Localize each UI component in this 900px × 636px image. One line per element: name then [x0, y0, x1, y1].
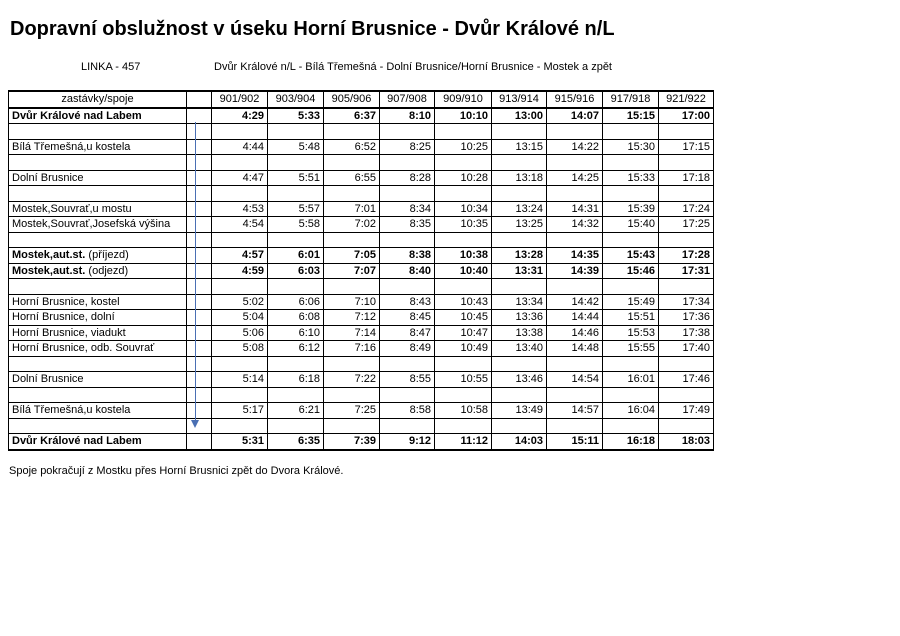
- stop-name: Bílá Třemešná,u kostela: [12, 404, 131, 417]
- time-cell: 18:03: [659, 434, 714, 450]
- time-cell: [212, 124, 268, 140]
- time-cell: 6:55: [324, 170, 380, 186]
- time-cell: [268, 356, 324, 372]
- time-cell: [547, 356, 603, 372]
- time-cell: 15:49: [603, 294, 659, 310]
- time-cell: [380, 279, 435, 295]
- time-cell: [435, 155, 492, 171]
- time-cell: 15:43: [603, 248, 659, 264]
- time-cell: [547, 186, 603, 202]
- time-cell: 15:15: [603, 108, 659, 124]
- time-cell: 5:14: [212, 372, 268, 388]
- table-row: [9, 155, 714, 171]
- table-row: [9, 232, 714, 248]
- time-cell: 5:33: [268, 108, 324, 124]
- time-cell: 5:06: [212, 325, 268, 341]
- time-cell: 7:22: [324, 372, 380, 388]
- time-cell: 8:45: [380, 310, 435, 326]
- time-cell: 17:18: [659, 170, 714, 186]
- time-cell: [492, 387, 547, 403]
- time-cell: 17:40: [659, 341, 714, 357]
- time-cell: [659, 186, 714, 202]
- stop-name-cell: [9, 186, 187, 202]
- table-row: [9, 403, 714, 419]
- time-cell: 14:57: [547, 403, 603, 419]
- time-cell: [212, 418, 268, 434]
- direction-arrow-line: [195, 122, 196, 420]
- time-cell: 16:18: [603, 434, 659, 450]
- time-cell: 5:31: [212, 434, 268, 450]
- time-cell: 7:16: [324, 341, 380, 357]
- route-description: Dvůr Králové n/L - Bílá Třemešná - Dolní Brusnice/Horní Brusnice - Mostek a zpět: [214, 61, 612, 73]
- time-cell: 15:40: [603, 217, 659, 233]
- stop-name: Horní Brusnice, dolní: [12, 311, 115, 324]
- stop-name: Dvůr Králové nad Labem: [12, 109, 142, 122]
- time-cell: 17:24: [659, 201, 714, 217]
- time-cell: 5:04: [212, 310, 268, 326]
- time-cell: [324, 232, 380, 248]
- arrow-cell: [187, 232, 212, 248]
- arrow-cell: [187, 356, 212, 372]
- time-cell: 14:35: [547, 248, 603, 264]
- time-cell: [212, 232, 268, 248]
- time-cell: [212, 186, 268, 202]
- arrow-cell: [187, 155, 212, 171]
- time-cell: 8:34: [380, 201, 435, 217]
- time-cell: 10:34: [435, 201, 492, 217]
- time-cell: 10:10: [435, 108, 492, 124]
- time-cell: [268, 155, 324, 171]
- table-row: [9, 418, 714, 434]
- time-cell: 14:42: [547, 294, 603, 310]
- arrow-cell: [187, 279, 212, 295]
- time-cell: [212, 387, 268, 403]
- time-cell: [492, 356, 547, 372]
- timetable: [8, 90, 714, 451]
- time-cell: 4:59: [212, 263, 268, 279]
- time-cell: 15:39: [603, 201, 659, 217]
- stop-name-cell: [9, 341, 187, 357]
- time-cell: [324, 356, 380, 372]
- arrow-cell: [187, 124, 212, 140]
- time-cell: 6:01: [268, 248, 324, 264]
- table-row: [9, 108, 714, 124]
- stop-name: Mostek,Souvrať,Josefská výšina: [12, 218, 171, 231]
- arrow-cell: [187, 186, 212, 202]
- time-cell: [547, 232, 603, 248]
- stop-name-cell: [9, 124, 187, 140]
- connection-header: 907/908: [380, 91, 435, 108]
- time-cell: 7:10: [324, 294, 380, 310]
- time-cell: 5:58: [268, 217, 324, 233]
- time-cell: [435, 418, 492, 434]
- time-cell: 6:37: [324, 108, 380, 124]
- time-cell: [380, 155, 435, 171]
- time-cell: [324, 155, 380, 171]
- time-cell: [603, 356, 659, 372]
- time-cell: 6:08: [268, 310, 324, 326]
- time-cell: 15:51: [603, 310, 659, 326]
- time-cell: 8:25: [380, 139, 435, 155]
- time-cell: [659, 155, 714, 171]
- stop-name: Horní Brusnice, viadukt: [12, 326, 126, 339]
- time-cell: 17:38: [659, 325, 714, 341]
- time-cell: 15:55: [603, 341, 659, 357]
- time-cell: 14:46: [547, 325, 603, 341]
- time-cell: 8:55: [380, 372, 435, 388]
- down-arrow-icon: [191, 420, 199, 428]
- time-cell: [324, 387, 380, 403]
- time-cell: 8:49: [380, 341, 435, 357]
- time-cell: 9:12: [380, 434, 435, 450]
- time-cell: [492, 124, 547, 140]
- time-cell: 13:24: [492, 201, 547, 217]
- time-cell: 8:43: [380, 294, 435, 310]
- time-cell: [547, 124, 603, 140]
- arrow-cell: [187, 434, 212, 450]
- stop-name-cell: [9, 387, 187, 403]
- arrow-cell: [187, 325, 212, 341]
- time-cell: 13:49: [492, 403, 547, 419]
- time-cell: 8:47: [380, 325, 435, 341]
- stop-name-cell: [9, 263, 187, 279]
- time-cell: 16:01: [603, 372, 659, 388]
- table-row: [9, 279, 714, 295]
- time-cell: 13:31: [492, 263, 547, 279]
- table-row: [9, 294, 714, 310]
- stop-name-cell: [9, 310, 187, 326]
- connection-header: 915/916: [547, 91, 603, 108]
- time-cell: [380, 124, 435, 140]
- stop-name: Bílá Třemešná,u kostela: [12, 140, 131, 153]
- time-cell: 13:38: [492, 325, 547, 341]
- table-row: [9, 201, 714, 217]
- time-cell: [268, 418, 324, 434]
- time-cell: 14:44: [547, 310, 603, 326]
- table-row: [9, 341, 714, 357]
- time-cell: 14:48: [547, 341, 603, 357]
- connection-header: 901/902: [212, 91, 268, 108]
- stop-name-cell: [9, 170, 187, 186]
- time-cell: 5:57: [268, 201, 324, 217]
- time-cell: [268, 186, 324, 202]
- time-cell: 7:05: [324, 248, 380, 264]
- time-cell: 8:40: [380, 263, 435, 279]
- time-cell: 17:46: [659, 372, 714, 388]
- table-row: [9, 434, 714, 450]
- table-header-row: [9, 91, 714, 108]
- time-cell: [492, 279, 547, 295]
- stop-name: Horní Brusnice, odb. Souvrať: [12, 342, 155, 355]
- time-cell: 10:47: [435, 325, 492, 341]
- time-cell: 6:52: [324, 139, 380, 155]
- time-cell: 10:28: [435, 170, 492, 186]
- time-cell: [492, 418, 547, 434]
- time-cell: 7:12: [324, 310, 380, 326]
- time-cell: [659, 387, 714, 403]
- time-cell: 14:54: [547, 372, 603, 388]
- header-arrow-cell: [187, 91, 212, 108]
- time-cell: [435, 387, 492, 403]
- time-cell: [435, 124, 492, 140]
- time-cell: 14:22: [547, 139, 603, 155]
- stop-name: Dolní Brusnice: [12, 171, 84, 184]
- time-cell: 4:29: [212, 108, 268, 124]
- time-cell: [435, 232, 492, 248]
- time-cell: 13:25: [492, 217, 547, 233]
- stop-name-cell: [9, 403, 187, 419]
- stop-name-cell: [9, 108, 187, 124]
- time-cell: 7:02: [324, 217, 380, 233]
- time-cell: [603, 418, 659, 434]
- time-cell: 6:06: [268, 294, 324, 310]
- time-cell: [603, 279, 659, 295]
- arrow-cell: [187, 201, 212, 217]
- connection-header: 917/918: [603, 91, 659, 108]
- time-cell: [435, 186, 492, 202]
- time-cell: 6:18: [268, 372, 324, 388]
- table-row: [9, 139, 714, 155]
- time-cell: 6:10: [268, 325, 324, 341]
- time-cell: 13:00: [492, 108, 547, 124]
- stop-name: Mostek,aut.st.: [12, 249, 86, 262]
- time-cell: 4:57: [212, 248, 268, 264]
- stop-suffix: (odjezd): [85, 264, 129, 277]
- time-cell: 6:03: [268, 263, 324, 279]
- table-row: [9, 248, 714, 264]
- table-row: [9, 186, 714, 202]
- time-cell: 10:25: [435, 139, 492, 155]
- connection-header: 909/910: [435, 91, 492, 108]
- page-title: Dopravní obslužnost v úseku Horní Brusnice - Dvůr Králové n/L: [10, 18, 615, 40]
- time-cell: 13:40: [492, 341, 547, 357]
- time-cell: [603, 186, 659, 202]
- time-cell: [380, 232, 435, 248]
- line-number-label: LINKA - 457: [81, 61, 141, 73]
- time-cell: 5:51: [268, 170, 324, 186]
- time-cell: 8:58: [380, 403, 435, 419]
- time-cell: [324, 279, 380, 295]
- table-row: [9, 217, 714, 233]
- stop-suffix: (příjezd): [85, 249, 129, 262]
- time-cell: [380, 387, 435, 403]
- connection-header: 905/906: [324, 91, 380, 108]
- time-cell: 4:54: [212, 217, 268, 233]
- stop-name-cell: [9, 248, 187, 264]
- time-cell: 6:21: [268, 403, 324, 419]
- stop-name-cell: [9, 139, 187, 155]
- table-row: [9, 356, 714, 372]
- arrow-cell: [187, 310, 212, 326]
- time-cell: 5:08: [212, 341, 268, 357]
- time-cell: 13:36: [492, 310, 547, 326]
- connection-header: 903/904: [268, 91, 324, 108]
- arrow-cell: [187, 403, 212, 419]
- time-cell: 10:49: [435, 341, 492, 357]
- time-cell: 7:25: [324, 403, 380, 419]
- time-cell: [659, 279, 714, 295]
- time-cell: [603, 124, 659, 140]
- time-cell: 10:43: [435, 294, 492, 310]
- stop-name-cell: [9, 155, 187, 171]
- arrow-cell: [187, 294, 212, 310]
- time-cell: [603, 155, 659, 171]
- time-cell: 17:25: [659, 217, 714, 233]
- time-cell: 15:53: [603, 325, 659, 341]
- time-cell: [380, 418, 435, 434]
- time-cell: 4:44: [212, 139, 268, 155]
- table-row: [9, 263, 714, 279]
- time-cell: 13:34: [492, 294, 547, 310]
- time-cell: [268, 232, 324, 248]
- stop-name-cell: [9, 325, 187, 341]
- time-cell: [435, 356, 492, 372]
- arrow-cell: [187, 170, 212, 186]
- time-cell: 14:32: [547, 217, 603, 233]
- time-cell: 8:10: [380, 108, 435, 124]
- time-cell: 7:01: [324, 201, 380, 217]
- time-cell: [268, 279, 324, 295]
- time-cell: 14:25: [547, 170, 603, 186]
- time-cell: [492, 155, 547, 171]
- arrow-cell: [187, 248, 212, 264]
- time-cell: 17:36: [659, 310, 714, 326]
- time-cell: 10:58: [435, 403, 492, 419]
- arrow-cell: [187, 217, 212, 233]
- time-cell: [659, 124, 714, 140]
- time-cell: 11:12: [435, 434, 492, 450]
- time-cell: 8:35: [380, 217, 435, 233]
- time-cell: [268, 387, 324, 403]
- stop-name: Dvůr Králové nad Labem: [12, 435, 142, 448]
- time-cell: 5:48: [268, 139, 324, 155]
- table-row: [9, 310, 714, 326]
- time-cell: 16:04: [603, 403, 659, 419]
- time-cell: 14:39: [547, 263, 603, 279]
- time-cell: 14:07: [547, 108, 603, 124]
- stop-name-cell: [9, 279, 187, 295]
- time-cell: 5:17: [212, 403, 268, 419]
- arrow-cell: [187, 387, 212, 403]
- stop-name-cell: [9, 217, 187, 233]
- time-cell: 13:15: [492, 139, 547, 155]
- time-cell: [268, 124, 324, 140]
- time-cell: 17:49: [659, 403, 714, 419]
- stop-name-cell: [9, 418, 187, 434]
- time-cell: 4:53: [212, 201, 268, 217]
- time-cell: 7:14: [324, 325, 380, 341]
- time-cell: [603, 232, 659, 248]
- time-cell: 13:46: [492, 372, 547, 388]
- time-cell: 7:07: [324, 263, 380, 279]
- stop-name-cell: [9, 434, 187, 450]
- time-cell: 4:47: [212, 170, 268, 186]
- time-cell: [324, 418, 380, 434]
- time-cell: 17:31: [659, 263, 714, 279]
- time-cell: 15:46: [603, 263, 659, 279]
- table-row: [9, 170, 714, 186]
- time-cell: [380, 356, 435, 372]
- arrow-cell: [187, 139, 212, 155]
- time-cell: [547, 418, 603, 434]
- time-cell: [435, 279, 492, 295]
- time-cell: 10:35: [435, 217, 492, 233]
- stop-name: Horní Brusnice, kostel: [12, 295, 120, 308]
- time-cell: 15:11: [547, 434, 603, 450]
- time-cell: [212, 356, 268, 372]
- time-cell: 10:38: [435, 248, 492, 264]
- time-cell: 14:03: [492, 434, 547, 450]
- time-cell: [212, 279, 268, 295]
- time-cell: [492, 186, 547, 202]
- footnote: Spoje pokračují z Mostku přes Horní Brusnici zpět do Dvora Králové.: [9, 465, 344, 477]
- header-stop-label: zastávky/spoje: [9, 91, 187, 108]
- stop-name-cell: [9, 356, 187, 372]
- time-cell: [324, 124, 380, 140]
- time-cell: [324, 186, 380, 202]
- table-row: [9, 124, 714, 140]
- time-cell: 14:31: [547, 201, 603, 217]
- arrow-cell: [187, 372, 212, 388]
- time-cell: [659, 356, 714, 372]
- time-cell: [603, 387, 659, 403]
- stop-name: Mostek,aut.st.: [12, 264, 86, 277]
- time-cell: [380, 186, 435, 202]
- time-cell: 10:55: [435, 372, 492, 388]
- time-cell: 15:30: [603, 139, 659, 155]
- stop-name-cell: [9, 294, 187, 310]
- arrow-cell: [187, 341, 212, 357]
- time-cell: 13:18: [492, 170, 547, 186]
- time-cell: 6:12: [268, 341, 324, 357]
- stop-name-cell: [9, 201, 187, 217]
- arrow-cell: [187, 263, 212, 279]
- time-cell: 17:34: [659, 294, 714, 310]
- time-cell: [492, 232, 547, 248]
- time-cell: 13:28: [492, 248, 547, 264]
- stop-name: Mostek,Souvrať,u mostu: [12, 202, 132, 215]
- time-cell: 17:15: [659, 139, 714, 155]
- table-row: [9, 372, 714, 388]
- time-cell: 17:00: [659, 108, 714, 124]
- time-cell: 8:28: [380, 170, 435, 186]
- time-cell: 17:28: [659, 248, 714, 264]
- time-cell: [547, 155, 603, 171]
- stop-name-cell: [9, 232, 187, 248]
- time-cell: [547, 387, 603, 403]
- stop-name-cell: [9, 372, 187, 388]
- stop-name: Dolní Brusnice: [12, 373, 84, 386]
- arrow-cell: [187, 108, 212, 124]
- connection-header: 913/914: [492, 91, 547, 108]
- time-cell: 7:39: [324, 434, 380, 450]
- time-cell: [659, 232, 714, 248]
- time-cell: 10:45: [435, 310, 492, 326]
- time-cell: 5:02: [212, 294, 268, 310]
- time-cell: 15:33: [603, 170, 659, 186]
- time-cell: 8:38: [380, 248, 435, 264]
- time-cell: [547, 279, 603, 295]
- time-cell: [212, 155, 268, 171]
- time-cell: [659, 418, 714, 434]
- table-row: [9, 325, 714, 341]
- table-row: [9, 387, 714, 403]
- connection-header: 921/922: [659, 91, 714, 108]
- time-cell: 6:35: [268, 434, 324, 450]
- time-cell: 10:40: [435, 263, 492, 279]
